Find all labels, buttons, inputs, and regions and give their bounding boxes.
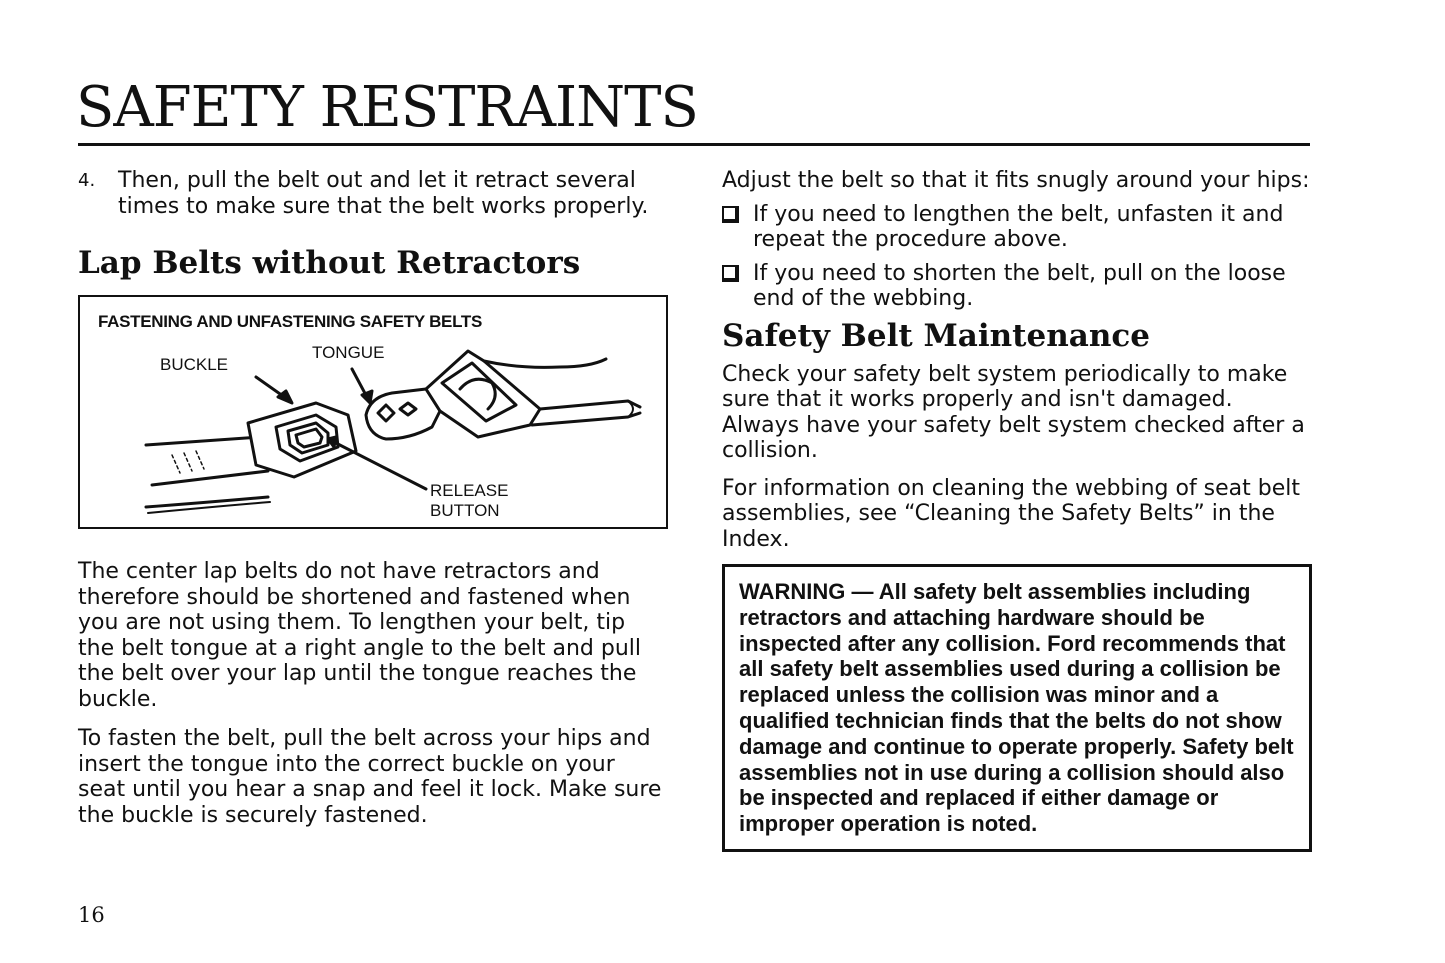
list-item bbox=[722, 202, 1312, 253]
step-text: Then, pull the belt out and let it retract several times to make sure that the belt works properly. bbox=[118, 168, 649, 219]
warning-box: WARNING — All safety belt assemblies including retractors and attaching hardware should be inspected after any collision. Ford recommends that all safety belt assemblies used during a collision be replaced unless the collision was minor and a qualified technician finds that the belts do not show damage and continue to operate properly. Safety belt assemblies not in use during a collision should also be inspected and replaced if either damage or improper operation is noted. bbox=[722, 564, 1312, 852]
section-heading-lap-belts: Lap Belts without Retractors bbox=[78, 245, 581, 281]
label-tongue: TONGUE bbox=[312, 343, 385, 362]
label-buckle: BUCKLE bbox=[160, 355, 229, 374]
diagram-title: FASTENING AND UNFASTENING SAFETY BELTS bbox=[98, 312, 483, 331]
bullet-text: If you need to lengthen the belt, unfasten it and repeat the procedure above. bbox=[753, 201, 1284, 252]
buckle-shape bbox=[248, 403, 356, 477]
step-item bbox=[78, 168, 668, 219]
section-heading-maintenance: Safety Belt Maintenance bbox=[722, 317, 1150, 354]
paragraph-fasten-belt: To fasten the belt, pull the belt across your hips and insert the tongue into the correct buckle on your seat until you hear a snap and feel it lock. Make sure the buckle is securely fastened. bbox=[78, 726, 662, 828]
paragraph-adjust-belt: Adjust the belt so that it fits snugly around your hips: bbox=[722, 168, 1310, 193]
paragraph-check-system: Check your safety belt system periodically to make sure that it works properly and isn't damaged. Always have your safety belt system checked after a collision. bbox=[722, 361, 1305, 463]
release-arrow bbox=[332, 441, 426, 489]
title-divider bbox=[78, 143, 1310, 146]
right-webbing bbox=[484, 359, 606, 367]
list-item bbox=[722, 261, 1312, 312]
paragraph-cleaning-info: For information on cleaning the webbing of seat belt assemblies, see “Cleaning the Safety Belts” in the Index. bbox=[722, 475, 1301, 552]
latch-plate bbox=[426, 351, 540, 437]
bullet-text: If you need to shorten the belt, pull on the loose end of the webbing. bbox=[753, 260, 1286, 311]
label-button: BUTTON bbox=[430, 501, 500, 520]
label-release: RELEASE bbox=[430, 481, 509, 500]
page-number: 16 bbox=[78, 903, 105, 927]
paragraph-center-lap-belts: The center lap belts do not have retractors and therefore should be shortened and fastened when you are not using them. To lengthen your belt, tip the belt tongue at a right angle to the belt and pull the belt over your lap until the tongue reaches the buckle. bbox=[78, 559, 642, 712]
checkbox-bullet-icon bbox=[722, 206, 739, 223]
left-column bbox=[78, 168, 668, 828]
left-webbing bbox=[146, 437, 268, 485]
belt-diagram bbox=[78, 295, 668, 529]
right-column bbox=[722, 168, 1312, 852]
page-title: SAFETY RESTRAINTS bbox=[76, 75, 698, 140]
checkbox-bullet-icon bbox=[722, 265, 739, 282]
step-number: 4. bbox=[78, 170, 96, 191]
bullet-list bbox=[722, 202, 1312, 312]
